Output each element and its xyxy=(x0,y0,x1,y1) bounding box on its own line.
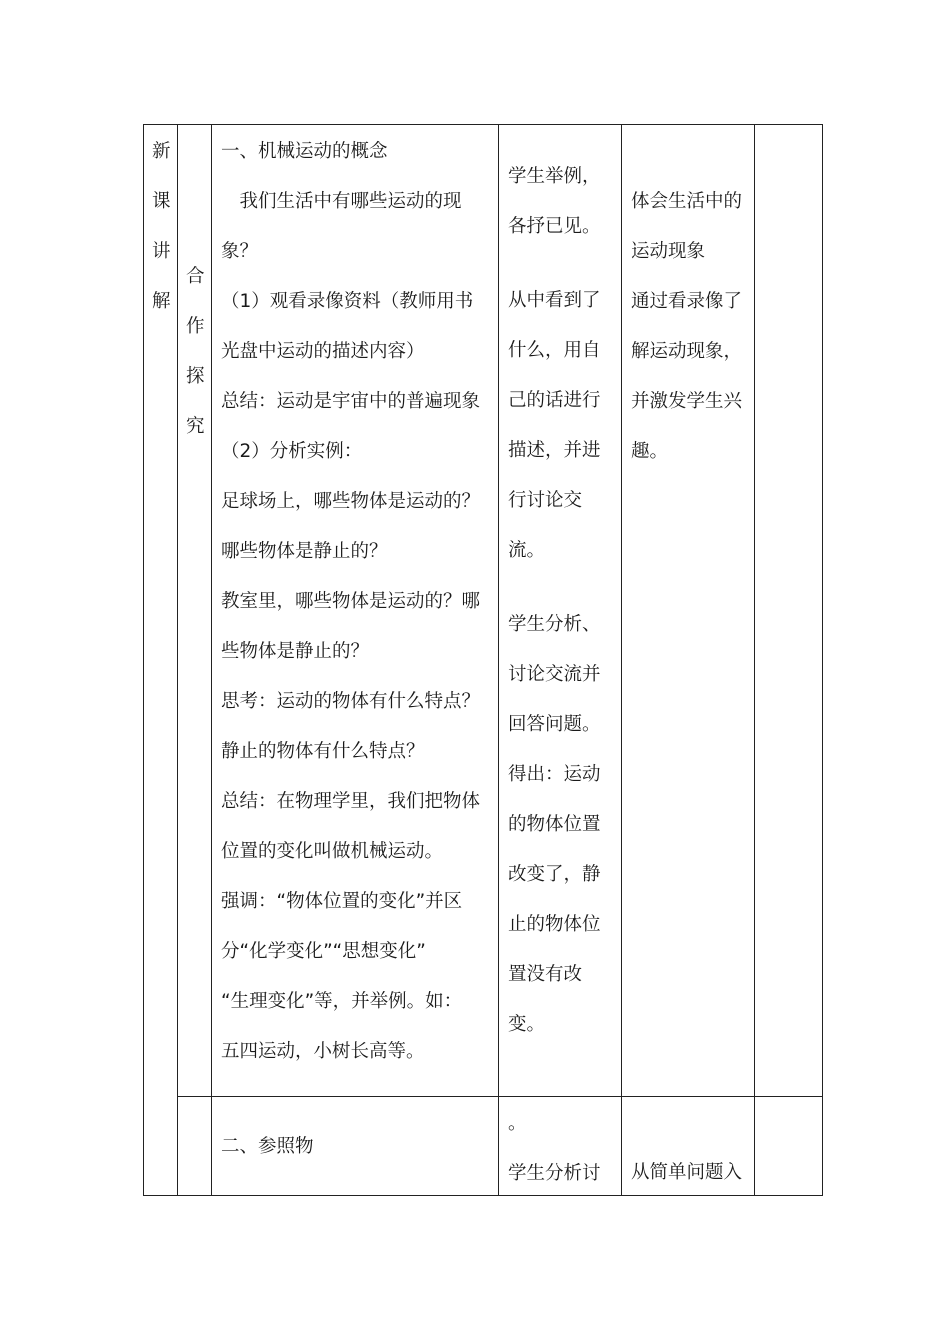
content-line: 分“化学变化”“思想变化” xyxy=(221,941,426,962)
student-activity-2 xyxy=(508,1099,618,1199)
content-line: 强调：“物体位置的变化”并区 xyxy=(221,891,463,912)
student-line: 从中看到了 xyxy=(508,290,601,311)
student-line: 流。 xyxy=(508,540,546,561)
teaching-content-2 xyxy=(221,1122,496,1172)
content-line: 象？ xyxy=(221,241,259,262)
intent-line: 运动现象 xyxy=(631,241,706,262)
student-activity-a xyxy=(508,152,618,252)
student-line: 己的话进行 xyxy=(508,390,601,411)
student-line: 行讨论交 xyxy=(508,490,583,511)
content-line: 位置的变化叫做机械运动。 xyxy=(221,841,444,862)
intent-line: 解运动现象， xyxy=(631,341,743,362)
content-line: 些物体是静止的？ xyxy=(221,641,370,662)
student-line: 描述，并进 xyxy=(508,440,601,461)
intent-line: 通过看录像了 xyxy=(631,291,743,312)
student-line: 。 xyxy=(508,1113,527,1134)
content-line: （2）分析实例： xyxy=(221,441,363,462)
content-line: （1）观看录像资料（教师用书 xyxy=(221,291,474,312)
intent-line: 趣。 xyxy=(631,441,669,462)
content-line: 总结：运动是宇宙中的普遍现象 xyxy=(221,391,481,412)
student-line: 学生举例， xyxy=(508,166,601,187)
student-activity-b xyxy=(508,276,618,576)
student-line: 改变了，静 xyxy=(508,864,601,885)
student-line: 什么，用自 xyxy=(508,340,601,361)
row-divider xyxy=(178,1096,822,1097)
lesson-plan-table xyxy=(143,124,823,1196)
intent-line: 并激发学生兴 xyxy=(631,391,743,412)
section-label-char: 讲 xyxy=(152,241,171,262)
intent-line: 从简单问题入 xyxy=(631,1162,743,1183)
intent-line: 体会生活中的 xyxy=(631,191,743,212)
content-line: 我们生活中有哪些运动的现 xyxy=(221,191,462,212)
student-line: 变。 xyxy=(508,1014,546,1035)
content-line: 五四运动，小树长高等。 xyxy=(221,1041,425,1062)
student-line: 讨论交流并 xyxy=(508,664,601,685)
activity-label xyxy=(186,252,205,452)
activity-label-char: 作 xyxy=(186,316,205,337)
content-line: 哪些物体是静止的？ xyxy=(221,541,388,562)
content-line: 思考：运动的物体有什么特点？ xyxy=(221,691,481,712)
student-activity-c xyxy=(508,600,618,1050)
column-divider xyxy=(754,125,755,1195)
design-intent xyxy=(631,177,753,477)
content-line: 静止的物体有什么特点？ xyxy=(221,741,425,762)
column-divider xyxy=(498,125,499,1195)
column-divider xyxy=(211,125,212,1195)
student-line: 得出：运动 xyxy=(508,764,601,785)
design-intent-2 xyxy=(631,1148,753,1198)
activity-label-char: 究 xyxy=(186,416,205,437)
section-label-char: 解 xyxy=(152,291,171,312)
content-line: 足球场上，哪些物体是运动的？ xyxy=(221,491,481,512)
teaching-content xyxy=(221,127,496,1077)
student-line: 置没有改 xyxy=(508,964,583,985)
student-line: 止的物体位 xyxy=(508,914,601,935)
section-label-char: 课 xyxy=(152,191,171,212)
content-line: 一、机械运动的概念 xyxy=(221,141,388,162)
content-line: “生理变化”等，并举例。如： xyxy=(221,991,463,1012)
activity-label-char: 合 xyxy=(186,266,205,287)
content-line: 光盘中运动的描述内容） xyxy=(221,341,425,362)
student-line: 回答问题。 xyxy=(508,714,601,735)
column-divider xyxy=(621,125,622,1195)
section-label-char: 新 xyxy=(152,141,171,162)
activity-label-char: 探 xyxy=(186,366,205,387)
student-line: 的物体位置 xyxy=(508,814,601,835)
content-line: 总结：在物理学里，我们把物体 xyxy=(221,791,481,812)
section-heading: 二、参照物 xyxy=(221,1136,314,1157)
content-line: 教室里，哪些物体是运动的？哪 xyxy=(221,591,481,612)
column-divider xyxy=(177,125,178,1195)
student-line: 各抒已见。 xyxy=(508,216,601,237)
student-line: 学生分析讨 xyxy=(508,1163,601,1184)
student-line: 学生分析、 xyxy=(508,614,601,635)
section-label xyxy=(152,127,171,327)
